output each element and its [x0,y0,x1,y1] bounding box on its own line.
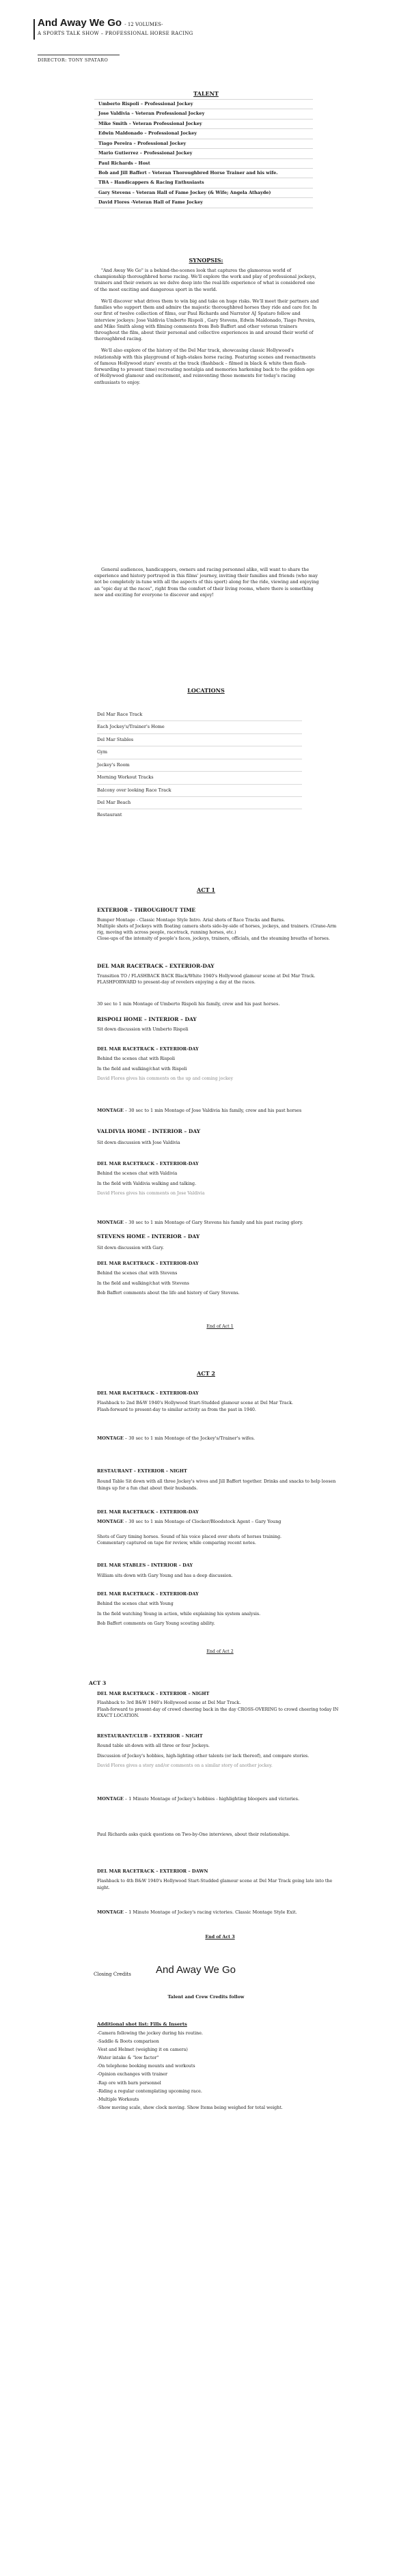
act1-scene-valdivia-home [97,1128,343,1146]
show-title [38,18,359,29]
talent-row: David Flores -Veteran Hall of Fame Jockey [94,198,313,208]
scene-line: Bob Baffert comments about the life and history of Gary Stevens. [97,1290,240,1296]
talent-row: Edwin Maldonado – Professional Jockey [94,129,313,139]
talent-list [94,99,313,208]
shot-list-item: -Opinion exchanges with trainer [97,2072,168,2077]
montage-text: – 30 sec to 1 min Montage of Jose Valdivia his family, crew and his past horses [123,1108,302,1113]
scene-heading: DEL MAR RACETRACK – EXTERIOR-DAY [97,1509,199,1515]
act3-heading: ACT 3 [89,1680,107,1686]
talent-row: Paul Richards – Host [94,159,313,169]
shot-list-item: -Rap ore with barn personnel [97,2080,161,2086]
closing-credits-sub: Talent and Crew Credits follow [167,1994,245,2000]
talent-row: Mike Smith – Veteran Professional Jockey [94,120,313,129]
scene-heading: RISPOLI HOME – INTERIOR – DAY [97,1016,197,1022]
talent-heading: TALENT [193,90,219,97]
scene-line: Behind the scenes chat with Young [97,1601,174,1607]
scene-heading: DEL MAR RACETRACK – EXTERIOR – NIGHT [97,1691,210,1696]
scene-line: Shots of Gary timing horses. Sound of his voice placed over shots of horses training. [97,1534,282,1539]
scene-heading: RESTAURANT – EXTERIOR – NIGHT [97,1468,187,1474]
scene-line: Close-ups of the intensity of people's faces, jockeys, trainers, officials, and the steaming breaths of horses. [97,936,330,942]
scene-line: Bumper Montage - Classic Montage Style Intro. Arial shots of Race Tracks and Barns. [97,917,285,923]
scene-line: Flash-forward to present-day to similar activity as from the past in 1940. [97,1407,256,1412]
scene-line: Round table sit-down with all three or four Jockeys. [97,1744,210,1749]
act3-montage-hobbies [97,1796,343,1802]
act1-scene-exterior-time [97,907,343,942]
scene-line: Sit down discussion with Gary. [97,1245,164,1250]
scene-line: Transition TO / FLASHBACK BACK Black/White 1940's Hollywood glamour scene at Del Mar Track. FLASHFORWARD to present-day of revelers enjoying a day at the races. [97,973,316,985]
scene-line: In the field and walking/chat with Rispoli [97,1066,187,1072]
shot-list-item: -Show moving scale, show clock moving. Show Items being weighed for total weight. [97,2105,283,2110]
act2-heading: ACT 2 [197,1370,215,1377]
scene-heading: VALDIVIA HOME – INTERIOR – DAY [97,1128,201,1134]
talent-row: Jose Valdivia – Veteran Professional Jockey [94,109,313,119]
talent-row: TBA – Handicappers & Racing Enthusiasts [94,178,313,188]
location-item: Del Mar Race Track [97,709,302,721]
synopsis-paragraph: "And Away We Go" is a behind-the-scenes look that captures the glamorous world of championship thoroughbred horse racing. We'll explore the work and play of professional jockeys, trainers and their owners as we delve deep into the real-life experience of what is considered one of the most exciting and dangerous sport in the world. [94,268,316,292]
act-end-marker: End of Act 1 [206,1324,234,1330]
act1-scene-delmar-4 [97,1261,343,1296]
shot-list-item: -Water intake & "low factor" [97,2056,159,2061]
talent-row: Umberto Rispoli – Professional Jockey [94,99,313,109]
scene-heading: DEL MAR RACETRACK – EXTERIOR-DAY [97,1046,199,1052]
scene-line: Bob Baffert comments on Gary Young scouting ability. [97,1621,215,1626]
scene-line: In the field with Valdivia walking and talking. [97,1181,197,1186]
talent-row: Bob and Jill Baffert – Veteran Thoroughbred Horse Trainer and his wife. [94,169,313,178]
location-item: Del Mar Stables [97,734,302,746]
scene-heading: DEL MAR STABLES – INTERIOR – DAY [97,1563,193,1568]
act1-scene-delmar-2 [97,1046,343,1082]
act1-scene-stevens-home [97,1233,343,1251]
scene-heading: DEL MAR RACETRACK – EXTERIOR-DAY [97,1390,199,1396]
closing-credits-title: And Away We Go [156,1964,236,1976]
act3-richards-questions [97,1832,343,1838]
scene-line: Behind the scenes chat with Rispoli [97,1056,176,1062]
act3-scene-delmar-dawn [97,1868,343,1891]
scene-line: William sits down with Gary Young and has a deep discussion. [97,1573,233,1579]
act-end-marker: End of Act 2 [206,1649,234,1655]
act2-scene-delmar-2 [97,1509,343,1546]
act1-heading: ACT 1 [197,886,215,893]
shot-list-item: -Camera following the jockey during his routine. [97,2030,203,2036]
location-item: Restaurant [97,812,122,818]
act-end-marker: End of Act 3 [205,1935,235,1940]
scene-line: Multiple shots of Jockeys with floating camera shots side-by-side of horses, jockeys, and trainers. (Crane-Arm rig, moving with across people, racetrack, running horses, etc.) [97,924,337,936]
montage-text: – 30 sec to 1 min Montage of Clocker/Bloodstock Agent – Gary Young [123,1519,281,1525]
additional-shot-list-heading: Additional shot list: Fills & Inserts [97,2021,187,2027]
scene-line: Behind the scenes chat with Valdivia [97,1171,178,1177]
synopsis-body [94,268,320,391]
montage-label: MONTAGE [97,1909,124,1915]
act1-scene-delmar-3 [97,1161,343,1196]
synopsis-closing [94,567,320,604]
shot-list-item: -Riding a regular contemplating upcoming race. [97,2088,202,2094]
scene-line: Behind the scenes chat with Stevens [97,1271,178,1276]
act3-montage-victories [97,1909,343,1916]
scene-note-grey: David Flores gives a story and/or comments on a similar story of another jockey. [97,1763,273,1768]
scene-heading: DEL MAR RACETRACK – EXTERIOR-DAY [97,1161,199,1166]
act2-scene-stables [97,1563,343,1580]
scene-line: Sit down discussion with Umberto Rispoli [97,1026,189,1032]
montage-label: MONTAGE [97,1796,124,1802]
montage-text: – 30 sec to 1 min Montage of the Jockey's/Trainer's wifes. [123,1436,256,1441]
montage-label: MONTAGE [97,1220,124,1225]
scene-line: Sit down discussion with Jose Valdivia [97,1140,180,1145]
scene-heading: STEVENS HOME – INTERIOR – DAY [97,1233,200,1240]
montage-text: – 30 sec to 1 min Montage of Gary Stevens his family and his past racing glory. [123,1220,303,1225]
show-subtitle: A SPORTS TALK SHOW – PROFESSIONAL HORSE RACING [38,30,193,36]
location-item: Morning Workout Tracks [97,772,302,784]
locations-list [97,709,302,822]
show-title-text: And Away We Go [38,17,122,29]
talent-row: Mario Gutierrez – Professional Jockey [94,149,313,158]
montage-text: – 1 Minute Montage of Jockey's racing victories. Classic Montage Style Exit. [123,1909,297,1915]
scene-line: Discussion of Jockey's hobbies, high-lighting other talents (or lack thereof), and compare stories. [97,1753,310,1759]
scene-heading: DEL MAR RACETRACK – EXTERIOR-DAY [97,1261,199,1266]
scene-line: In the field watching Young in action, while explaining his system analysis. [97,1611,261,1616]
talent-row: Tiago Pereira – Professional Jockey [94,139,313,149]
location-item: Gym [97,746,302,759]
talent-row: Gary Stevens – Veteran Hall of Fame Jockey (& Wife; Angela Athayde) [94,188,313,198]
scene-line: Commentary captured on tape for review, while comparing recent notes. [97,1540,256,1545]
act2-end [97,1644,343,1660]
scene-note-grey: David Flores gives his comments on Jose Valdivia [97,1190,205,1196]
scene-line: Round Table Sit down with all three Jockey's wives and Jill Baffert together. Drinks and snacks to help loosen things up for a fun chat about their husbands. [97,1479,336,1491]
location-item: Jockey's Room [97,759,302,772]
act1-scene-rispoli-home [97,1016,343,1033]
synopsis-paragraph: General audiences, handicappers, owners and racing personnel alike, will want to share the experience and history portrayed in this films' journey, inviting their families and friends (who may not be completely in-tune with all the aspects of this sport) along for the ride, viewing and enjoying an "epic day at the races", right from the comfort of their living rooms, where there is something new and exciting for everyone to discover and enjoy! [94,567,319,598]
scene-heading: EXTERIOR – THROUGHOUT TIME [97,907,196,913]
scene-heading: DEL MAR RACETRACK – EXTERIOR – DAWN [97,1868,208,1874]
location-item: Del Mar Beach [97,797,302,809]
act1-montage-rispoli [97,1001,343,1007]
scene-line: In the field and walking/chat with Stevens [97,1280,189,1286]
scene-line: Flashback to 4th B&W 1940's Hollywood Start-Studded glamour scene at Del Mar Track going late into the night. [97,1879,333,1890]
act1-montage-valdivia [97,1108,343,1114]
act3-scene-restaurant-club [97,1733,343,1769]
scene-line: Paul Richards asks quick questions on Two-by-One interviews, about their relationships. [97,1832,290,1837]
additional-shot-list [97,2021,357,2113]
act3-end [97,1930,343,1945]
scene-line: Flashback to 2nd B&W 1940's Hollywood Start-Studded glamour scene at Del Mar Track. [97,1401,294,1406]
location-item: Each Jockey's/Trainer's Home [97,721,302,733]
shot-list-item: -Saddle & Boots comparison [97,2039,159,2044]
synopsis-heading: SYNOPSIS: [189,257,223,264]
closing-credits-label: Closing Credits [94,1972,131,1977]
shot-list-item: -Vest and Helmet (weighing it on camera) [97,2047,188,2053]
act1-scene-delmar-1 [97,963,343,985]
montage-label: MONTAGE [97,1436,124,1441]
scene-heading: DEL MAR RACETRACK – EXTERIOR-DAY [97,1591,199,1597]
shot-list-item: -On telephone booking mounts and workouts [97,2064,195,2069]
shot-list-item: -Multiple Workouts [97,2097,139,2102]
document-header [38,18,359,37]
scene-heading: RESTAURANT/CLUB – EXTERIOR – NIGHT [97,1733,203,1739]
scene-line: Flash-forward to present-day of crowd cheering back in the day CROSS-OVERING to crowd cheering today IN EXACT LOCATION. [97,1707,339,1718]
montage-label: MONTAGE [97,1519,124,1525]
synopsis-paragraph: We'll also explore of the history of the Del Mar track, showcasing classic Hollywood's relationship with this playground of high-stakes horse racing. Featuring scenes and reenactments of famous Hollywood stars' events at the track (flashback – filmed in black & white then flash-forwarding to present time) recreating nostalgia and memories harkening back to the golden age of Hollywood glamour and excitement, and reinventing those moments for today's racing enthusiasts to enjoy. [94,348,316,385]
act2-scene-delmar-1 [97,1390,343,1413]
act2-scene-delmar-3 [97,1591,343,1627]
location-item: Balcony over looking Race Track [97,785,302,797]
act2-scene-restaurant [97,1468,343,1492]
scene-heading: DEL MAR RACETRACK – EXTERIOR-DAY [97,963,215,969]
montage-label: MONTAGE [97,1108,124,1113]
locations-heading: LOCATIONS [187,687,225,694]
act1-montage-stevens [97,1220,343,1226]
director-credit [38,55,120,64]
montage-line: 30 sec to 1 min Montage of Umberto Rispoli his family, crew and his past horses. [97,1001,280,1007]
volumes-label: - 12 VOLUMES- [124,22,163,27]
montage-text: – 1 Minute Montage of Jockey's hobbies - highlighting bloopers and victories. [123,1796,300,1802]
director-text: DIRECTOR: TONY SPATARO [38,57,109,63]
synopsis-paragraph: We'll discover what drives them to win big and take on huge risks. We'll meet their partners and families who support them and admire the majestic thoroughbred horses they ride and care for. In our first of twelve collection of films, our Paul Richards and Narrator AJ Spataro follow and interview jockeys: Jose Valdivia Umberto Rispoli , Gary Stevens, Edwin Maldonado, Tiago Pereira, and Mike Smith along with filming comments from Bob Baffert and other veteran trainers throughout the film, about their personal and collective experiences in and around their world of thoroughbred racing. [94,298,319,342]
scene-note-grey: David Flores gives his comments on the up and coming jockey [97,1076,234,1081]
header-accent-bar [33,19,35,40]
scene-line: Flashback to 3rd B&W 1940's Hollywood scene at Del Mar Track. [97,1700,241,1706]
act1-end [97,1319,343,1334]
act3-scene-delmar-night [97,1691,343,1719]
act2-montage-wives [97,1436,343,1442]
